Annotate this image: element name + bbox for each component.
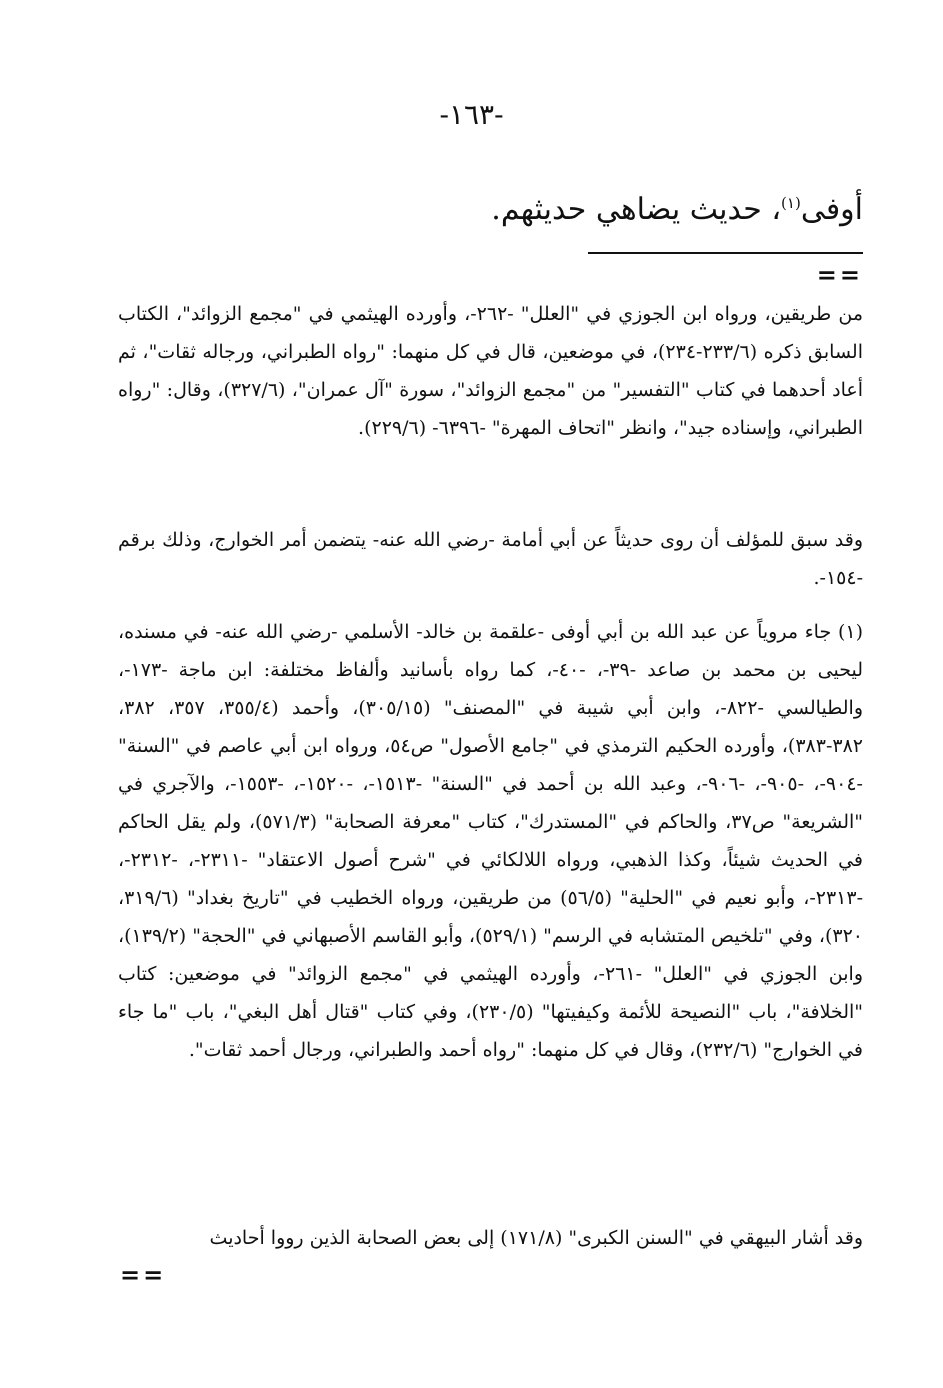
footnote-separator-rule [588,252,863,254]
page-number: -١٦٣- [439,98,504,131]
footnote-marker: (١) [781,194,801,212]
continuation-mark-top: == [816,260,863,289]
main-text-line [103,180,863,233]
footnote-1-continuation: وقد أشار البيهقي في "السنن الكبرى" (١٧١/٨) إلى بعض الصحابة الذين رووا أحاديث [209,1227,863,1249]
main-text-end: ، حديث يضاهي حديثهم. [491,192,782,227]
continued-note-paragraph: من طريقين، ورواه ابن الجوزي في "العلل" -٢٦٢-، وأورده الهيثمي في "مجمع الزوائد"، الكتاب السابق ذكره (٢٣٣/٦-٢٣٤)، في موضعين، قال في كل منهما: "رواه الطبراني، ورجاله ثقات"، ثم أعاد أحدهما في كتاب "التفسير" من "مجمع الزوائد"، سورة "آل عمران"، (٣٢٧/٦)، وقال: "رواه الطبراني، وإسناده جيد"، وانظر "اتحاف المهرة" -٦٣٩٦- (٢٢٩/٦). [118,303,863,439]
continuation-mark-bottom: == [120,1260,167,1289]
main-text-start: أوفى [800,192,863,227]
continued-note-paragraph-2: وقد سبق للمؤلف أن روى حديثاً عن أبي أمامة -رضي الله عنه- يتضمن أمر الخوارج، وذلك برقم -١٥٤-. [118,529,863,589]
footnote-1: (١) جاء مروياً عن عبد الله بن أبي أوفى -علقمة بن خالد- الأسلمي -رضي الله عنه- في مسنده، ليحيى بن محمد بن صاعد -٣٩-، -٤٠-، كما رواه بأسانيد وألفاظ مختلفة: ابن ماجة -١٧٣-، والطيالسي -٨٢٢-، وابن أبي شيبة في "المصنف" (٣٠٥/١٥)، وأحمد (٣٥٥/٤، ٣٥٧، ٣٨٢، ٣٨٢-٣٨٣)، وأورده الحكيم الترمذي في "جامع الأصول" ص٥٤، ورواه ابن أبي عاصم في "السنة" -٩٠٤-، -٩٠٥-، -٩٠٦-، وعبد الله بن أحمد في "السنة" -١٥١٣-، -١٥٢٠-، -١٥٥٣-، والآجري في "الشريعة" ص٣٧، والحاكم في "المستدرك"، كتاب "معرفة الصحابة" (٥٧١/٣)، ولم يقل الحاكم في الحديث شيئاً، وكذا الذهبي، ورواه اللالكائي في "شرح أصول الاعتقاد" -٢٣١١-، -٢٣١٢-، -٢٣١٣-، وأبو نعيم في "الحلية" (٥٦/٥) من طريقين، ورواه الخطيب في "تاريخ بغداد" (٣١٩/٦، ٣٢٠)، وفي "تلخيص المتشابه في الرسم" (٥٢٩/١)، وأبو القاسم الأصبهاني في "الحجة" (١٣٩/٢)، وابن الجوزي في "العلل" -٢٦١-، وأورده الهيثمي في "مجمع الزوائد" في موضعين: كتاب "الخلافة"، باب "النصيحة للأئمة وكيفيتها" (٢٣٠/٥)، وفي كتاب "قتال أهل البغي"، باب "ما جاء في الخوارج" (٢٣٢/٦)، وقال في كل منهما: "رواه أحمد والطبراني، ورجال أحمد ثقات". [118,621,864,1061]
